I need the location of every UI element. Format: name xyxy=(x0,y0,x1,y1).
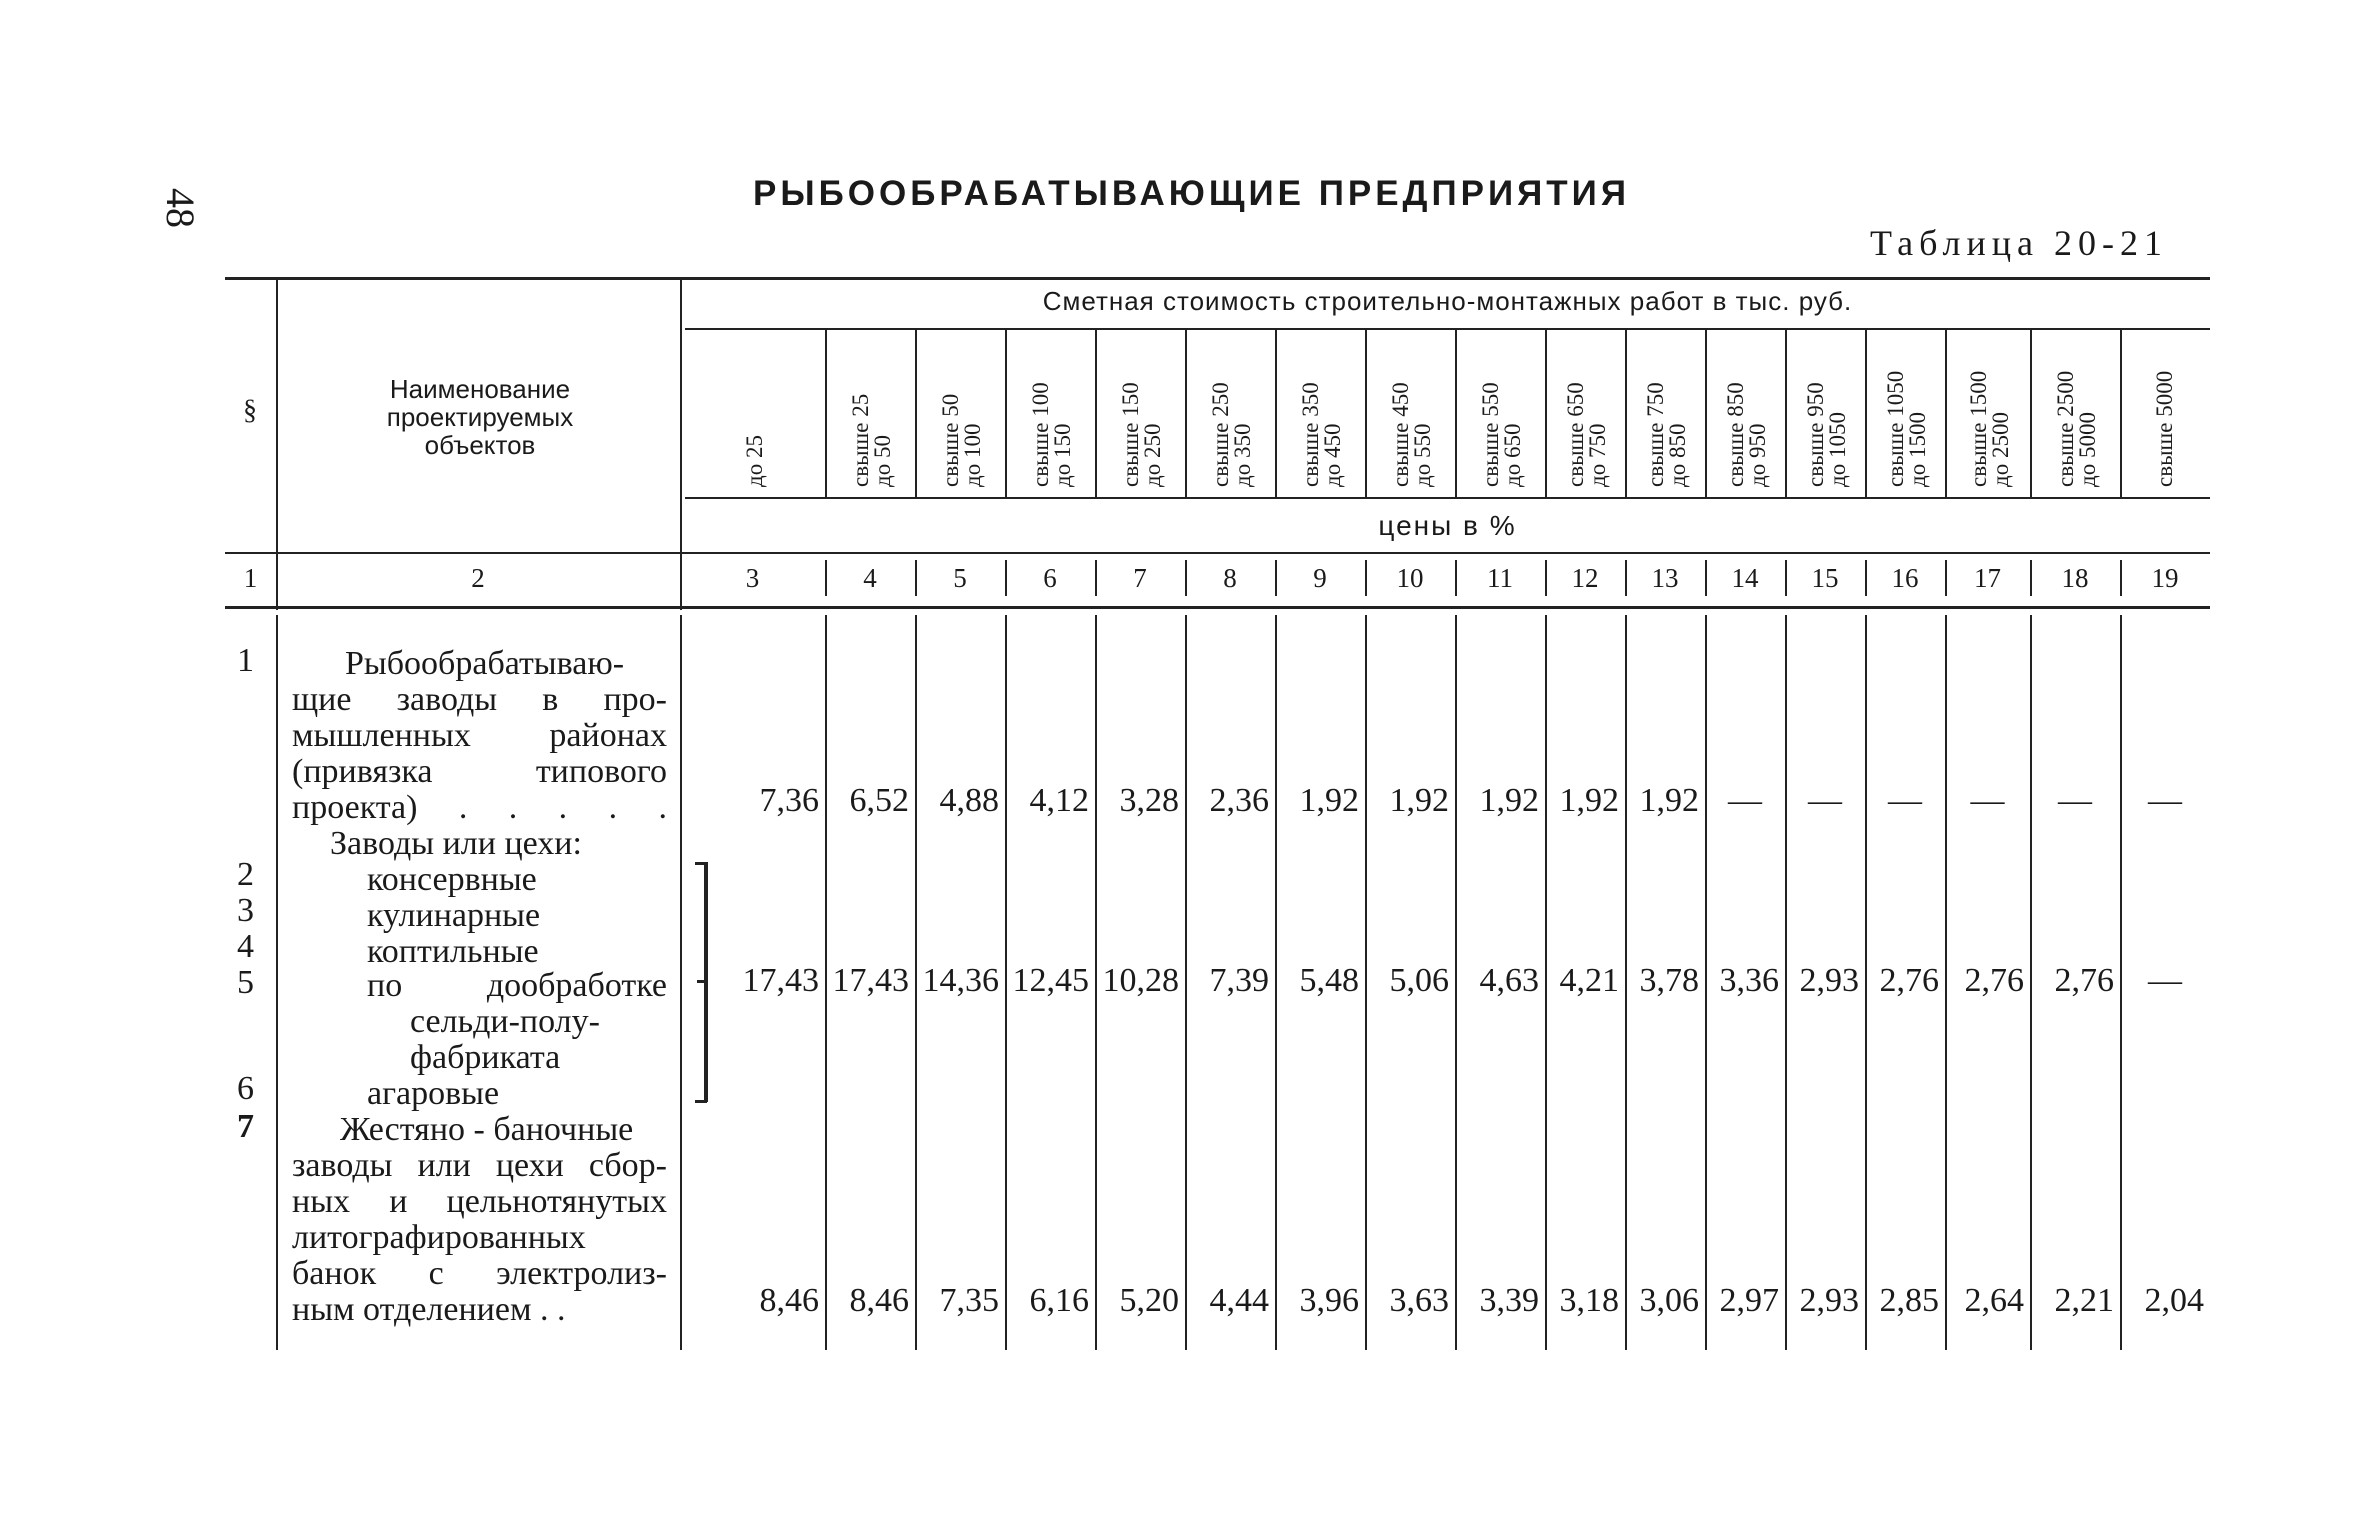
group-item: агаровые xyxy=(367,1075,500,1112)
value-cell: 5,20 xyxy=(1119,1282,1179,1319)
column-number: 8 xyxy=(1223,563,1237,593)
value-cell: 2,93 xyxy=(1799,962,1859,999)
range-divider xyxy=(1275,330,1277,498)
range-header-line: до 450 xyxy=(1320,423,1345,487)
value-cell: 2,64 xyxy=(1964,1282,2024,1319)
range-header-line: до 550 xyxy=(1410,423,1435,487)
group-item: коптильные xyxy=(367,933,539,970)
range-divider xyxy=(1365,330,1367,498)
range-divider xyxy=(1785,330,1787,498)
value-cell: 2,76 xyxy=(2054,962,2114,999)
value-cell: 2,04 xyxy=(2144,1282,2204,1319)
colnum-divider xyxy=(1365,560,1367,596)
value-cell: 2,93 xyxy=(1799,1282,1859,1319)
colnum-divider xyxy=(915,560,917,596)
column-number: 16 xyxy=(1891,563,1919,593)
range-header xyxy=(1723,337,1770,487)
range-header-line: свыше 650 xyxy=(1563,382,1588,487)
column-number: 18 xyxy=(2061,563,2089,593)
colnum-divider xyxy=(1945,560,1947,596)
value-cell: 8,46 xyxy=(759,1282,819,1319)
column-number: 17 xyxy=(1974,563,2001,593)
column-number: 3 xyxy=(745,563,760,593)
value-cell: 3,78 xyxy=(1639,962,1699,999)
value-cell: 6,52 xyxy=(849,782,909,819)
value-cell: 4,44 xyxy=(1209,1282,1269,1319)
range-divider xyxy=(1185,330,1187,498)
row-name-line: литографированных xyxy=(292,1219,586,1256)
value-cell: 1,92 xyxy=(1299,782,1359,819)
range-header xyxy=(1478,337,1525,487)
value-cell: 4,12 xyxy=(1029,782,1089,819)
value-cell: 2,36 xyxy=(1209,782,1269,819)
row-name-line: заводы или цехи сбор- xyxy=(292,1147,667,1184)
name-column-header: Наименование проектируемых объектов xyxy=(386,374,574,460)
column-number: 12 xyxy=(1571,563,1599,593)
group-item: консервные xyxy=(367,861,537,898)
range-divider xyxy=(1625,330,1627,498)
value-cell: 7,36 xyxy=(759,782,819,819)
column-number: 10 xyxy=(1396,563,1424,593)
range-header xyxy=(1388,337,1435,487)
value-cell: 1,92 xyxy=(1479,782,1539,819)
range-divider xyxy=(2030,330,2032,498)
value-cell: 3,63 xyxy=(1389,1282,1449,1319)
column-number: 4 xyxy=(863,563,877,593)
range-divider xyxy=(1095,330,1097,498)
value-cell: 3,28 xyxy=(1119,782,1179,819)
range-header-line: свыше 250 xyxy=(1208,382,1233,487)
range-divider xyxy=(1455,330,1457,498)
value-cell: 2,76 xyxy=(1964,962,2024,999)
value-cell: — xyxy=(2148,962,2182,999)
column-number: 5 xyxy=(953,563,967,593)
range-divider xyxy=(915,330,917,498)
row-number: 2 xyxy=(237,856,254,893)
value-cell: 7,35 xyxy=(939,1282,999,1319)
range-header-line: до 25 xyxy=(742,435,767,487)
range-header-line: свыше 350 xyxy=(1298,382,1323,487)
column-number: 7 xyxy=(1133,563,1147,593)
range-header-line: до 1050 xyxy=(1825,412,1850,487)
value-cell: 1,92 xyxy=(1559,782,1619,819)
range-divider xyxy=(825,330,827,498)
colnum-divider xyxy=(276,560,278,596)
range-header xyxy=(938,337,985,487)
range-header xyxy=(1965,337,2013,487)
value-cell: 10,28 xyxy=(1102,962,1179,999)
row-number: 3 xyxy=(237,892,254,929)
page-number: 48 xyxy=(158,188,203,228)
range-header-line: свыше 2500 xyxy=(2053,370,2078,487)
range-divider xyxy=(1545,330,1547,498)
value-cell: 2,21 xyxy=(2054,1282,2114,1319)
value-cell: 4,63 xyxy=(1479,962,1539,999)
value-cell: 8,46 xyxy=(849,1282,909,1319)
range-header-line: свыше 450 xyxy=(1388,382,1413,487)
column-number: 9 xyxy=(1313,563,1327,593)
prices-label: цены в % xyxy=(1378,510,1517,541)
value-cell: 4,21 xyxy=(1559,962,1619,999)
value-cell: 3,36 xyxy=(1719,962,1779,999)
group-item: кулинарные xyxy=(367,897,541,934)
row-number: 7 xyxy=(237,1108,254,1145)
range-header-line: свыше 50 xyxy=(938,393,963,487)
value-cell: — xyxy=(2058,782,2092,819)
rule-top xyxy=(225,277,2210,280)
colnum-divider xyxy=(825,560,827,596)
range-header xyxy=(1803,337,1850,487)
range-header-line: до 1500 xyxy=(1905,412,1930,487)
table-label: Таблица 20-21 xyxy=(1870,223,2168,263)
range-header xyxy=(1298,337,1345,487)
range-header-line: свыше 100 xyxy=(1028,382,1053,487)
value-cell: 2,85 xyxy=(1879,1282,1939,1319)
rule-under-cost-header xyxy=(685,328,2210,330)
column-number: 19 xyxy=(2151,563,2179,593)
row-number: 1 xyxy=(237,642,254,679)
range-header-line: до 150 xyxy=(1050,423,1075,487)
column-number: 11 xyxy=(1487,563,1513,593)
colnum-divider xyxy=(1275,560,1277,596)
colnum-divider xyxy=(1095,560,1097,596)
range-header-line: до 100 xyxy=(960,423,985,487)
column-number: 14 xyxy=(1731,563,1759,593)
row-name-line: Жестяно - баночные xyxy=(340,1111,634,1148)
colnum-divider xyxy=(1455,560,1457,596)
range-header-line: до 250 xyxy=(1140,423,1165,487)
colnum-divider xyxy=(2120,560,2122,596)
range-header-line: свыше 750 xyxy=(1643,382,1668,487)
value-cell: — xyxy=(1808,782,1842,819)
range-header xyxy=(1643,337,1690,487)
value-cell: 6,16 xyxy=(1029,1282,1089,1319)
range-header xyxy=(1028,337,1075,487)
value-cell: 3,18 xyxy=(1559,1282,1619,1319)
section-symbol: § xyxy=(243,395,257,426)
range-header xyxy=(735,337,775,487)
range-divider xyxy=(1705,330,1707,498)
row-name-line: ным отделением . . xyxy=(292,1291,566,1328)
range-header xyxy=(1883,337,1930,487)
group-heading: Заводы или цехи: xyxy=(330,825,582,862)
colnum-divider xyxy=(680,560,682,596)
value-cell: 2,97 xyxy=(1719,1282,1779,1319)
range-divider xyxy=(1865,330,1867,498)
colnum-divider xyxy=(2030,560,2032,596)
range-header-line: до 2500 xyxy=(1987,412,2013,487)
column-number: 15 xyxy=(1811,563,1839,593)
value-cell: 3,39 xyxy=(1479,1282,1539,1319)
colnum-divider xyxy=(1625,560,1627,596)
range-header-line: до 850 xyxy=(1665,423,1690,487)
range-header-line: свыше 25 xyxy=(848,393,873,487)
range-header-line: свыше 5000 xyxy=(2152,370,2177,487)
range-header xyxy=(1208,337,1255,487)
colnum-divider xyxy=(1865,560,1867,596)
value-cell: — xyxy=(1888,782,1922,819)
range-divider xyxy=(1005,330,1007,498)
value-cell: 4,88 xyxy=(939,782,999,819)
row-name-line: (привязка типового xyxy=(292,753,667,790)
range-header xyxy=(848,337,895,487)
value-cell: — xyxy=(1728,782,1762,819)
group-item: фабриката xyxy=(410,1039,561,1076)
rule-under-header xyxy=(225,552,2210,554)
range-header-line: до 5000 xyxy=(2075,412,2100,487)
value-cell: 14,36 xyxy=(922,962,999,999)
rule-under-ranges xyxy=(685,497,2210,499)
range-header-line: свыше 150 xyxy=(1118,382,1143,487)
colnum-divider xyxy=(1185,560,1187,596)
value-cell: 7,39 xyxy=(1209,962,1269,999)
colnum-divider xyxy=(1545,560,1547,596)
range-divider xyxy=(2120,330,2122,498)
cost-header: Сметная стоимость строительно-монтажных работ в тыс. руб. xyxy=(1042,286,1853,316)
value-cell: 1,92 xyxy=(1639,782,1699,819)
value-cell: 5,06 xyxy=(1389,962,1449,999)
rule-under-colnums xyxy=(225,606,2210,609)
range-header xyxy=(2053,337,2100,487)
row-name-line: мышленных районах xyxy=(292,717,667,754)
range-header-line: свыше 950 xyxy=(1803,382,1828,487)
page-title: РЫБООБРАБАТЫВАЮЩИЕ ПРЕДПРИЯТИЯ xyxy=(753,174,1630,213)
row-name-line: ных и цельнотянутых xyxy=(292,1183,667,1220)
range-header-line: свыше 1050 xyxy=(1883,370,1908,487)
group-item: сельди-полу- xyxy=(410,1003,600,1040)
value-cell: 2,76 xyxy=(1879,962,1939,999)
row-name-line: щие заводы в про- xyxy=(292,681,667,718)
column-number: 1 xyxy=(243,563,258,593)
range-divider xyxy=(1945,330,1947,498)
value-cell: 3,96 xyxy=(1299,1282,1359,1319)
group-item: по дообработке xyxy=(367,967,667,1004)
range-header xyxy=(1118,337,1165,487)
column-number: 6 xyxy=(1043,563,1057,593)
value-cell: 1,92 xyxy=(1389,782,1449,819)
row-name-line: Рыбообрабатываю- xyxy=(345,645,625,682)
range-header xyxy=(1563,337,1610,487)
range-header-line: до 50 xyxy=(870,435,895,487)
value-cell: 17,43 xyxy=(742,962,819,999)
colnum-divider xyxy=(1705,560,1707,596)
value-cell: 12,45 xyxy=(1012,962,1089,999)
range-header-line: свыше 550 xyxy=(1478,382,1503,487)
row-number: 6 xyxy=(237,1070,254,1107)
range-header-line: до 350 xyxy=(1230,423,1255,487)
range-header-line: до 650 xyxy=(1500,423,1525,487)
body-divider xyxy=(680,615,682,1350)
range-header-line: до 750 xyxy=(1585,423,1610,487)
value-cell: 3,06 xyxy=(1639,1282,1699,1319)
column-number: 2 xyxy=(471,563,485,593)
range-header-line: свыше 1500 xyxy=(1965,370,1991,487)
value-cell: 5,48 xyxy=(1299,962,1359,999)
value-cell: 17,43 xyxy=(832,962,909,999)
row-name-line: проекта) . . . . . xyxy=(292,789,667,826)
colnum-divider xyxy=(1005,560,1007,596)
range-header-line: свыше 850 xyxy=(1723,382,1748,487)
range-header-line: до 950 xyxy=(1745,423,1770,487)
row-number: 4 xyxy=(237,928,254,965)
row-name-line: банок с электролиз- xyxy=(292,1255,667,1292)
column-number: 13 xyxy=(1651,563,1679,593)
value-cell: — xyxy=(2148,782,2182,819)
colnum-divider xyxy=(1785,560,1787,596)
row-number: 5 xyxy=(237,964,254,1001)
value-cell: — xyxy=(1970,782,2005,819)
body-divider xyxy=(276,615,278,1350)
range-header xyxy=(2145,337,2185,487)
